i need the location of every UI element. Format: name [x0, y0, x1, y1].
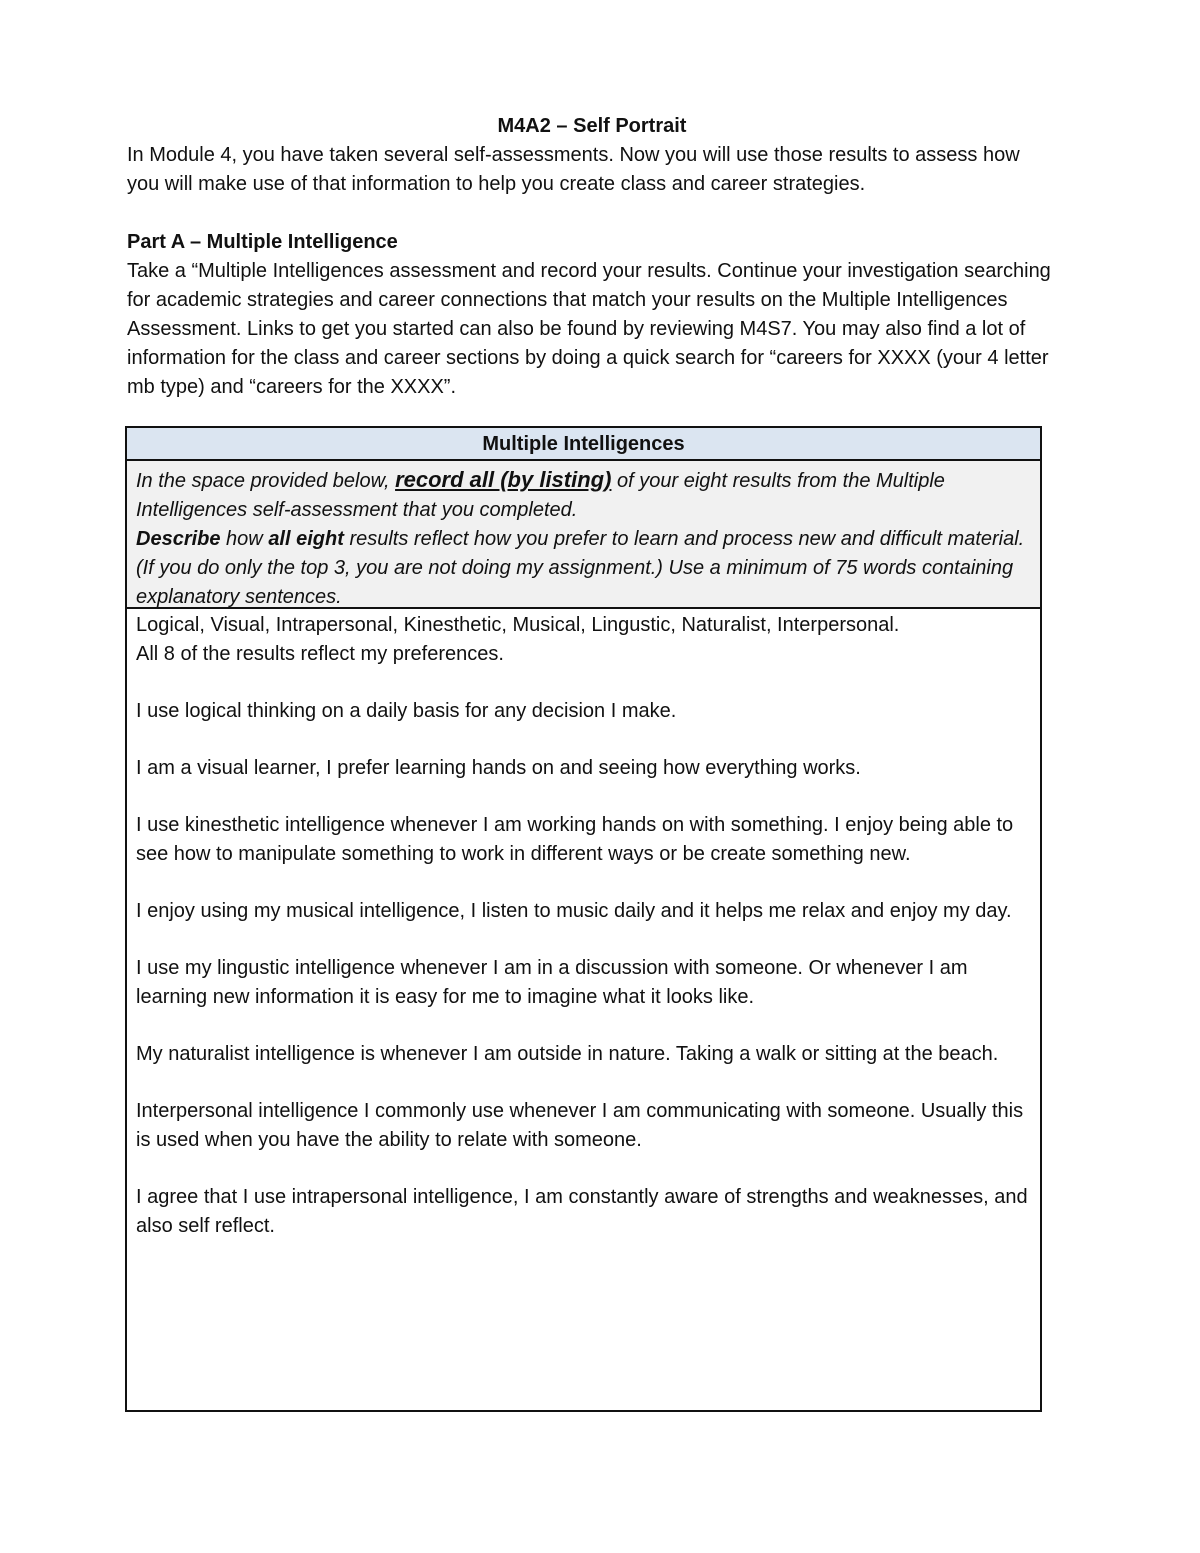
- table-header: Multiple Intelligences: [127, 428, 1040, 461]
- paragraph-gap: [136, 926, 1030, 954]
- instructions-text-1: In the space provided below,: [136, 470, 396, 492]
- paragraph-gap: [136, 783, 1030, 811]
- instructions-text-2: of your eight results from the Multiple Intelligences self-assessment that you completed.: [136, 470, 945, 521]
- paragraph-linguistic: I use my lingustic intelligence whenever I am in a discussion with someone. Or whenever I am learning new information it is easy for me to imagine what it looks like.: [136, 957, 968, 1008]
- paragraph-interpersonal: Interpersonal intelligence I commonly use whenever I am communicating with someone. Usually this is used when you have the ability to relate with someone.: [136, 1100, 1024, 1151]
- paragraph-naturalist: My naturalist intelligence is whenever I am outside in nature. Taking a walk or sitting at the beach.: [136, 1043, 999, 1065]
- response-area[interactable]: [127, 609, 1040, 1241]
- paragraph-logical: I use logical thinking on a daily basis for any decision I make.: [136, 700, 677, 722]
- paragraph-kinesthetic: I use kinesthetic intelligence whenever I am working hands on with something. I enjoy being able to see how to manipulate something to work in different ways or be create something new.: [136, 814, 1014, 865]
- spacer: [127, 199, 1057, 228]
- intro-paragraph: In Module 4, you have taken several self-assessments. Now you will use those results to assess how you will make use of that information to help you create class and career strategies.: [127, 144, 1020, 195]
- paragraph-musical: I enjoy using my musical intelligence, I listen to music daily and it helps me relax and enjoy my day.: [136, 900, 1012, 922]
- part-a-heading: Part A – Multiple Intelligence: [127, 231, 398, 253]
- paragraph-gap: [136, 726, 1030, 754]
- part-a-body: Take a “Multiple Intelligences assessment and record your results. Continue your investigation searching for academic strategies and career connections that match your results on the Multiple Intelligences Assessment. Links to get you started can also be found by reviewing M4S7. You may also find a lot of information for the class and career sections by doing a quick search for “careers for XXXX (your 4 letter mb type) and “careers for the XXXX”.: [127, 260, 1051, 398]
- paragraph-gap: [136, 869, 1030, 897]
- results-list: Logical, Visual, Intrapersonal, Kinesthetic, Musical, Lingustic, Naturalist, Interpersonal.: [136, 614, 900, 636]
- paragraph-gap: [136, 1069, 1030, 1097]
- instructions-all-eight: all eight: [268, 528, 344, 550]
- document-title: M4A2 – Self Portrait: [497, 115, 687, 137]
- paragraph-gap: [136, 1155, 1030, 1183]
- results-summary: All 8 of the results reflect my preferences.: [136, 643, 504, 665]
- paragraph-intrapersonal: I agree that I use intrapersonal intelligence, I am constantly aware of strengths and weaknesses, and also self reflect.: [136, 1186, 1028, 1237]
- paragraph-gap: [136, 1012, 1030, 1040]
- instructions-emphasis: record all (by listing): [395, 467, 612, 492]
- multiple-intelligences-table: [125, 426, 1042, 1412]
- table-instructions: [127, 461, 1040, 609]
- instructions-text-4: results reflect how you prefer to learn and process new and difficult material. (If you do only the top 3, you are not doing my assignment.) Use a minimum of 75 words containing explanatory sentences.: [136, 528, 1025, 608]
- paragraph-gap: [136, 669, 1030, 697]
- paragraph-visual: I am a visual learner, I prefer learning hands on and seeing how everything works.: [136, 757, 861, 779]
- document-body: [127, 112, 1057, 402]
- instructions-text-3: how: [220, 528, 269, 550]
- instructions-describe: Describe: [136, 528, 221, 550]
